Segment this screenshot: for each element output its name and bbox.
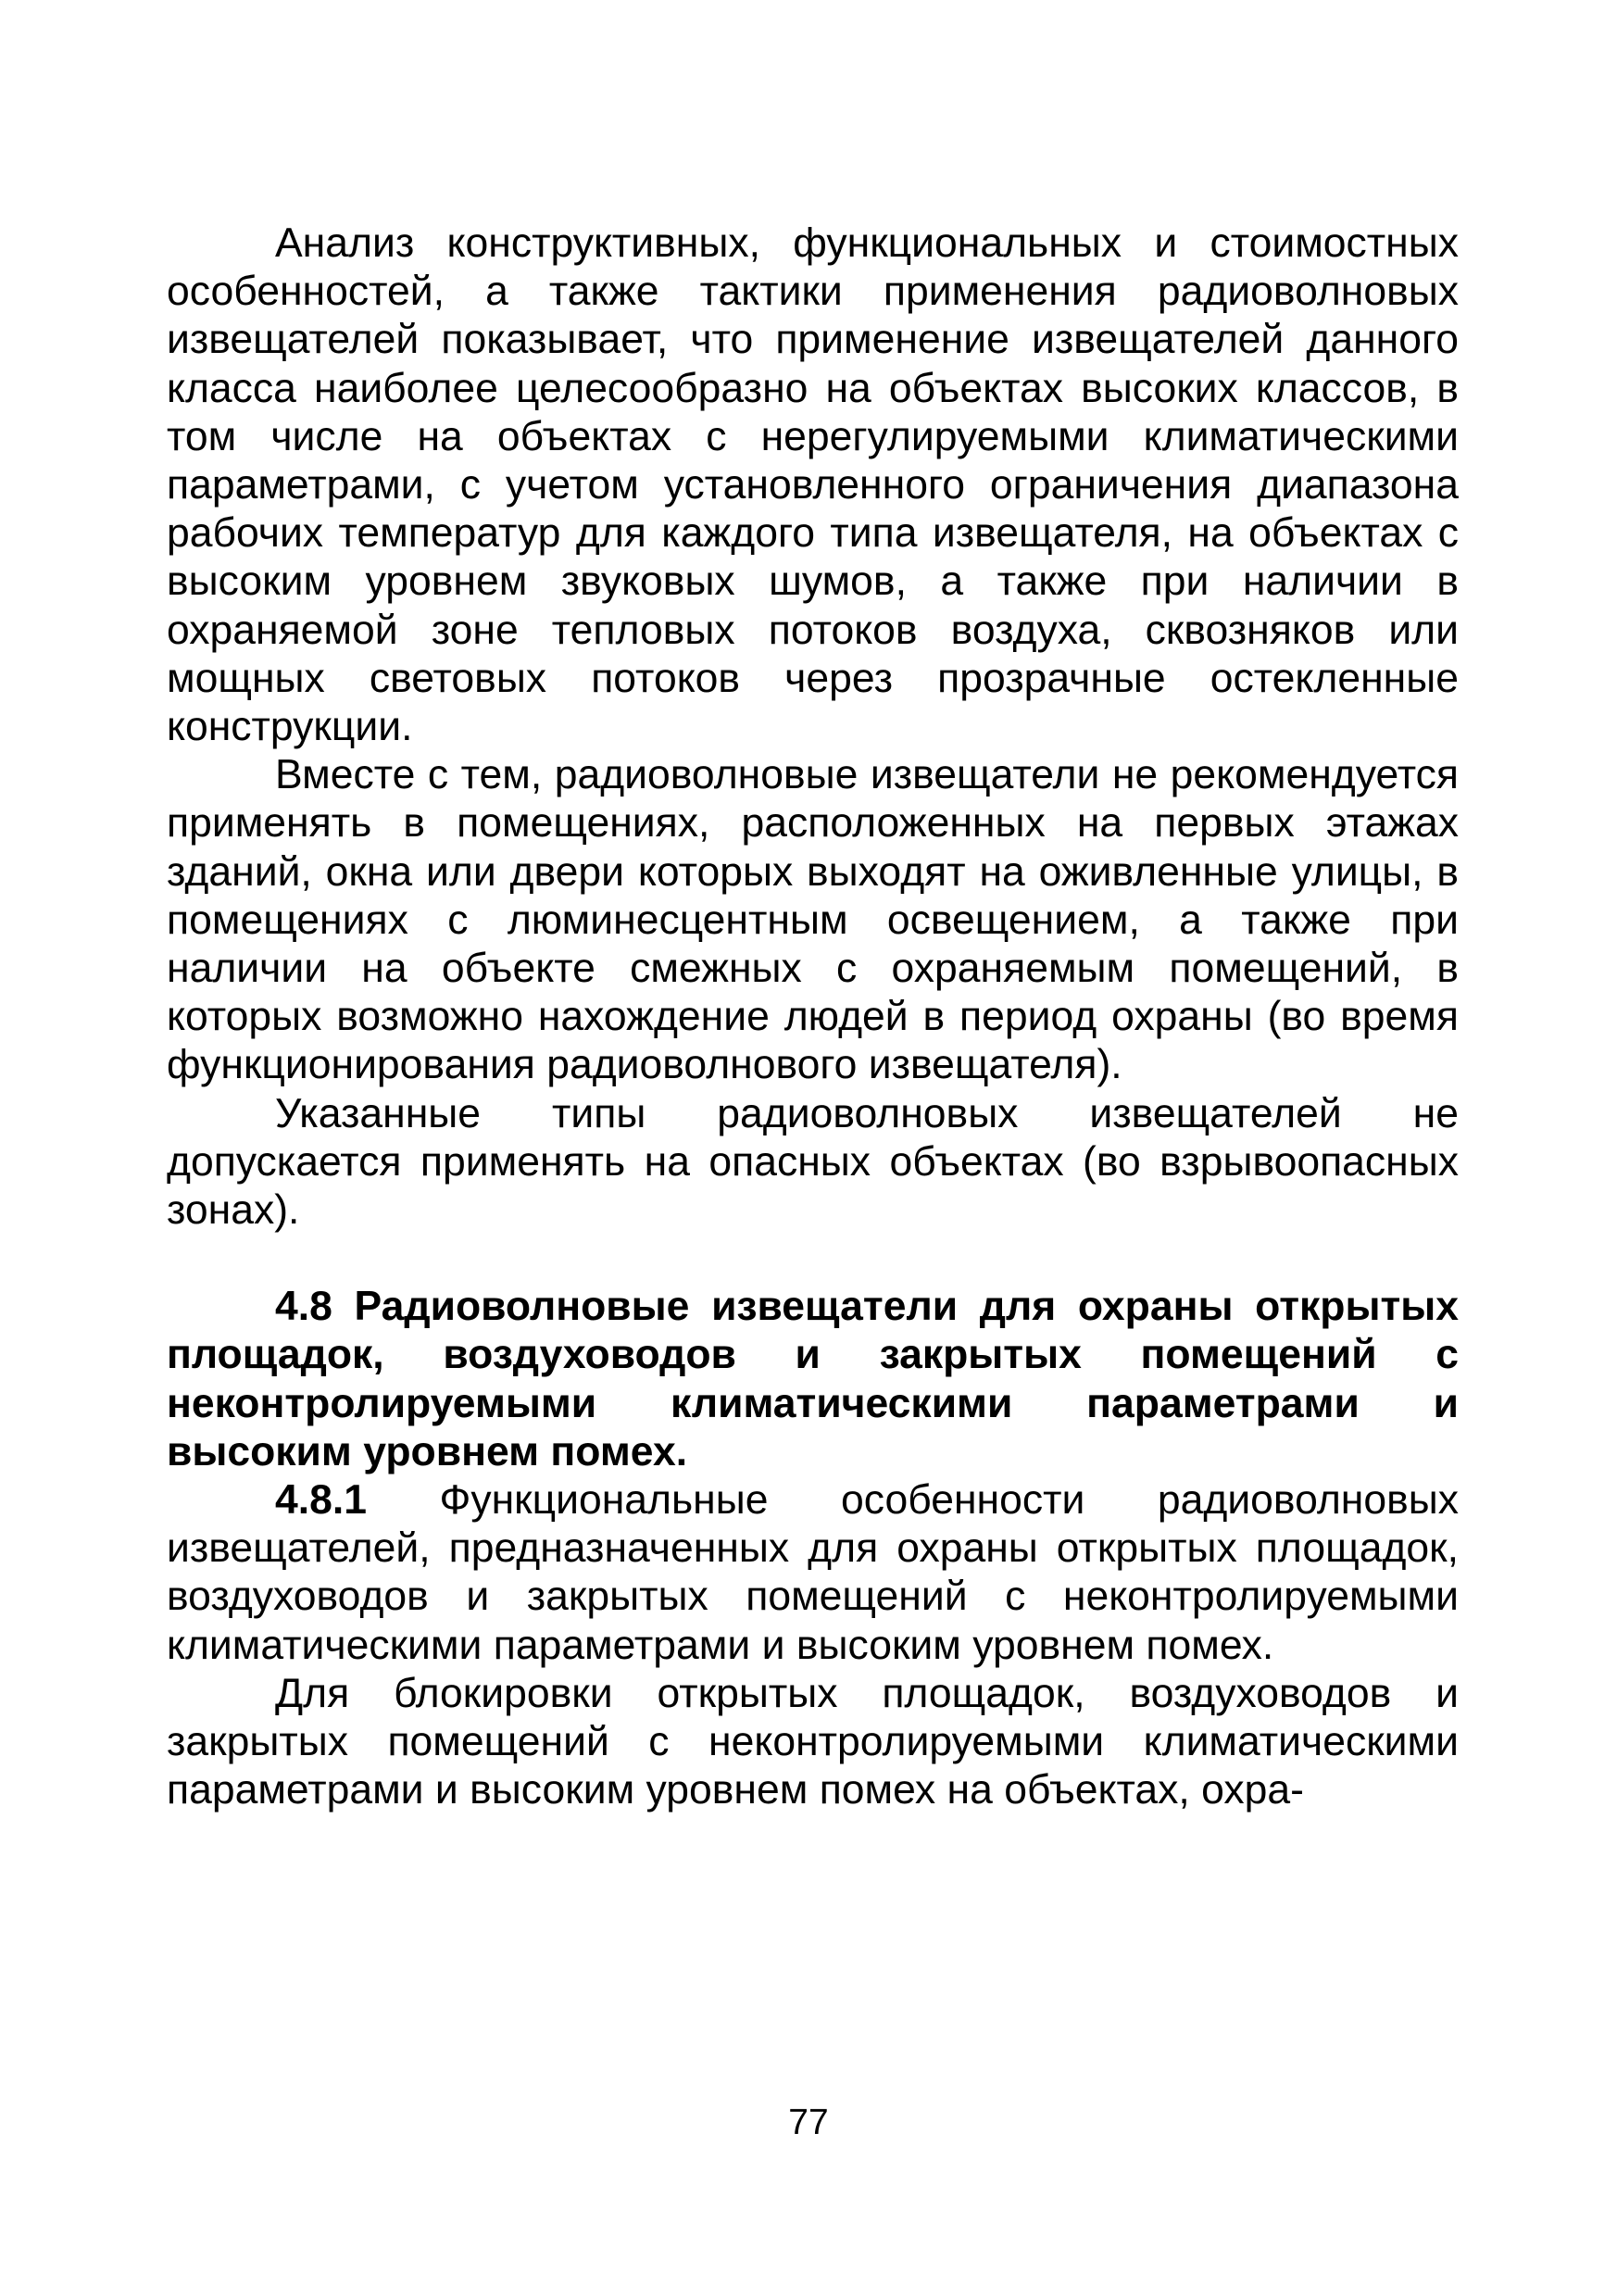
paragraph-blocking: Для блокировки открытых площадок, воздуховодов и закрытых помещений с неконтролируемыми климатическими параметрами и высоким уровнем помех на объектах, охра- bbox=[167, 1670, 1459, 1813]
subsection-paragraph bbox=[167, 1476, 1459, 1670]
paragraph-analysis: Анализ конструктивных, функциональных и стоимостных особенностей, а также тактики применения радиоволновых извещателей показывает, что применение извещателей данного класса наиболее целесообразно на объектах высоких классов, в том числе на объектах с нерегулируемыми климатическими параметрами, с учетом установленного ограничения диапазона рабочих температур для каждого типа извещателя, на объектах с высоким уровнем звуковых шумов, а также при наличии в охраняемой зоне тепловых потоков воздуха, сквозняков или мощных световых потоков через прозрачные остекленные конструкции. bbox=[167, 220, 1459, 750]
subsection-number: 4.8.1 bbox=[275, 1477, 367, 1524]
subsection-text: Функциональные особенности радиоволновых извещателей, предназначенных для охраны открытых площадок, воздуховодов и закрытых помещений с неконтролируемыми климатическими параметрами и высоким уровнем помех. bbox=[167, 1477, 1459, 1668]
paragraph-hazardous-objects: Указанные типы радиоволновых извещателей не допускается применять на опасных объектах (во взрывоопасных зонах). bbox=[167, 1090, 1459, 1234]
page-number: 77 bbox=[788, 2102, 829, 2142]
section-heading: 4.8 Радиоволновые извещатели для охраны открытых площадок, воздуховодов и закрытых помещений с неконтролируемыми климатическими параметрами и высоким уровнем помех. bbox=[167, 1284, 1459, 1474]
page-body bbox=[167, 220, 1459, 1815]
paragraph-restrictions: Вместе с тем, радиоволновые извещатели не рекомендуется применять в помещениях, расположенных на первых этажах зданий, окна или двери которых выходят на оживленные улицы, в помещениях с люминесцентным освещением, а также при наличии на объекте смежных с охраняемым помещений, в которых возможно нахождение людей в период охраны (во время функционирования радиоволнового извещателя). bbox=[167, 752, 1459, 1088]
